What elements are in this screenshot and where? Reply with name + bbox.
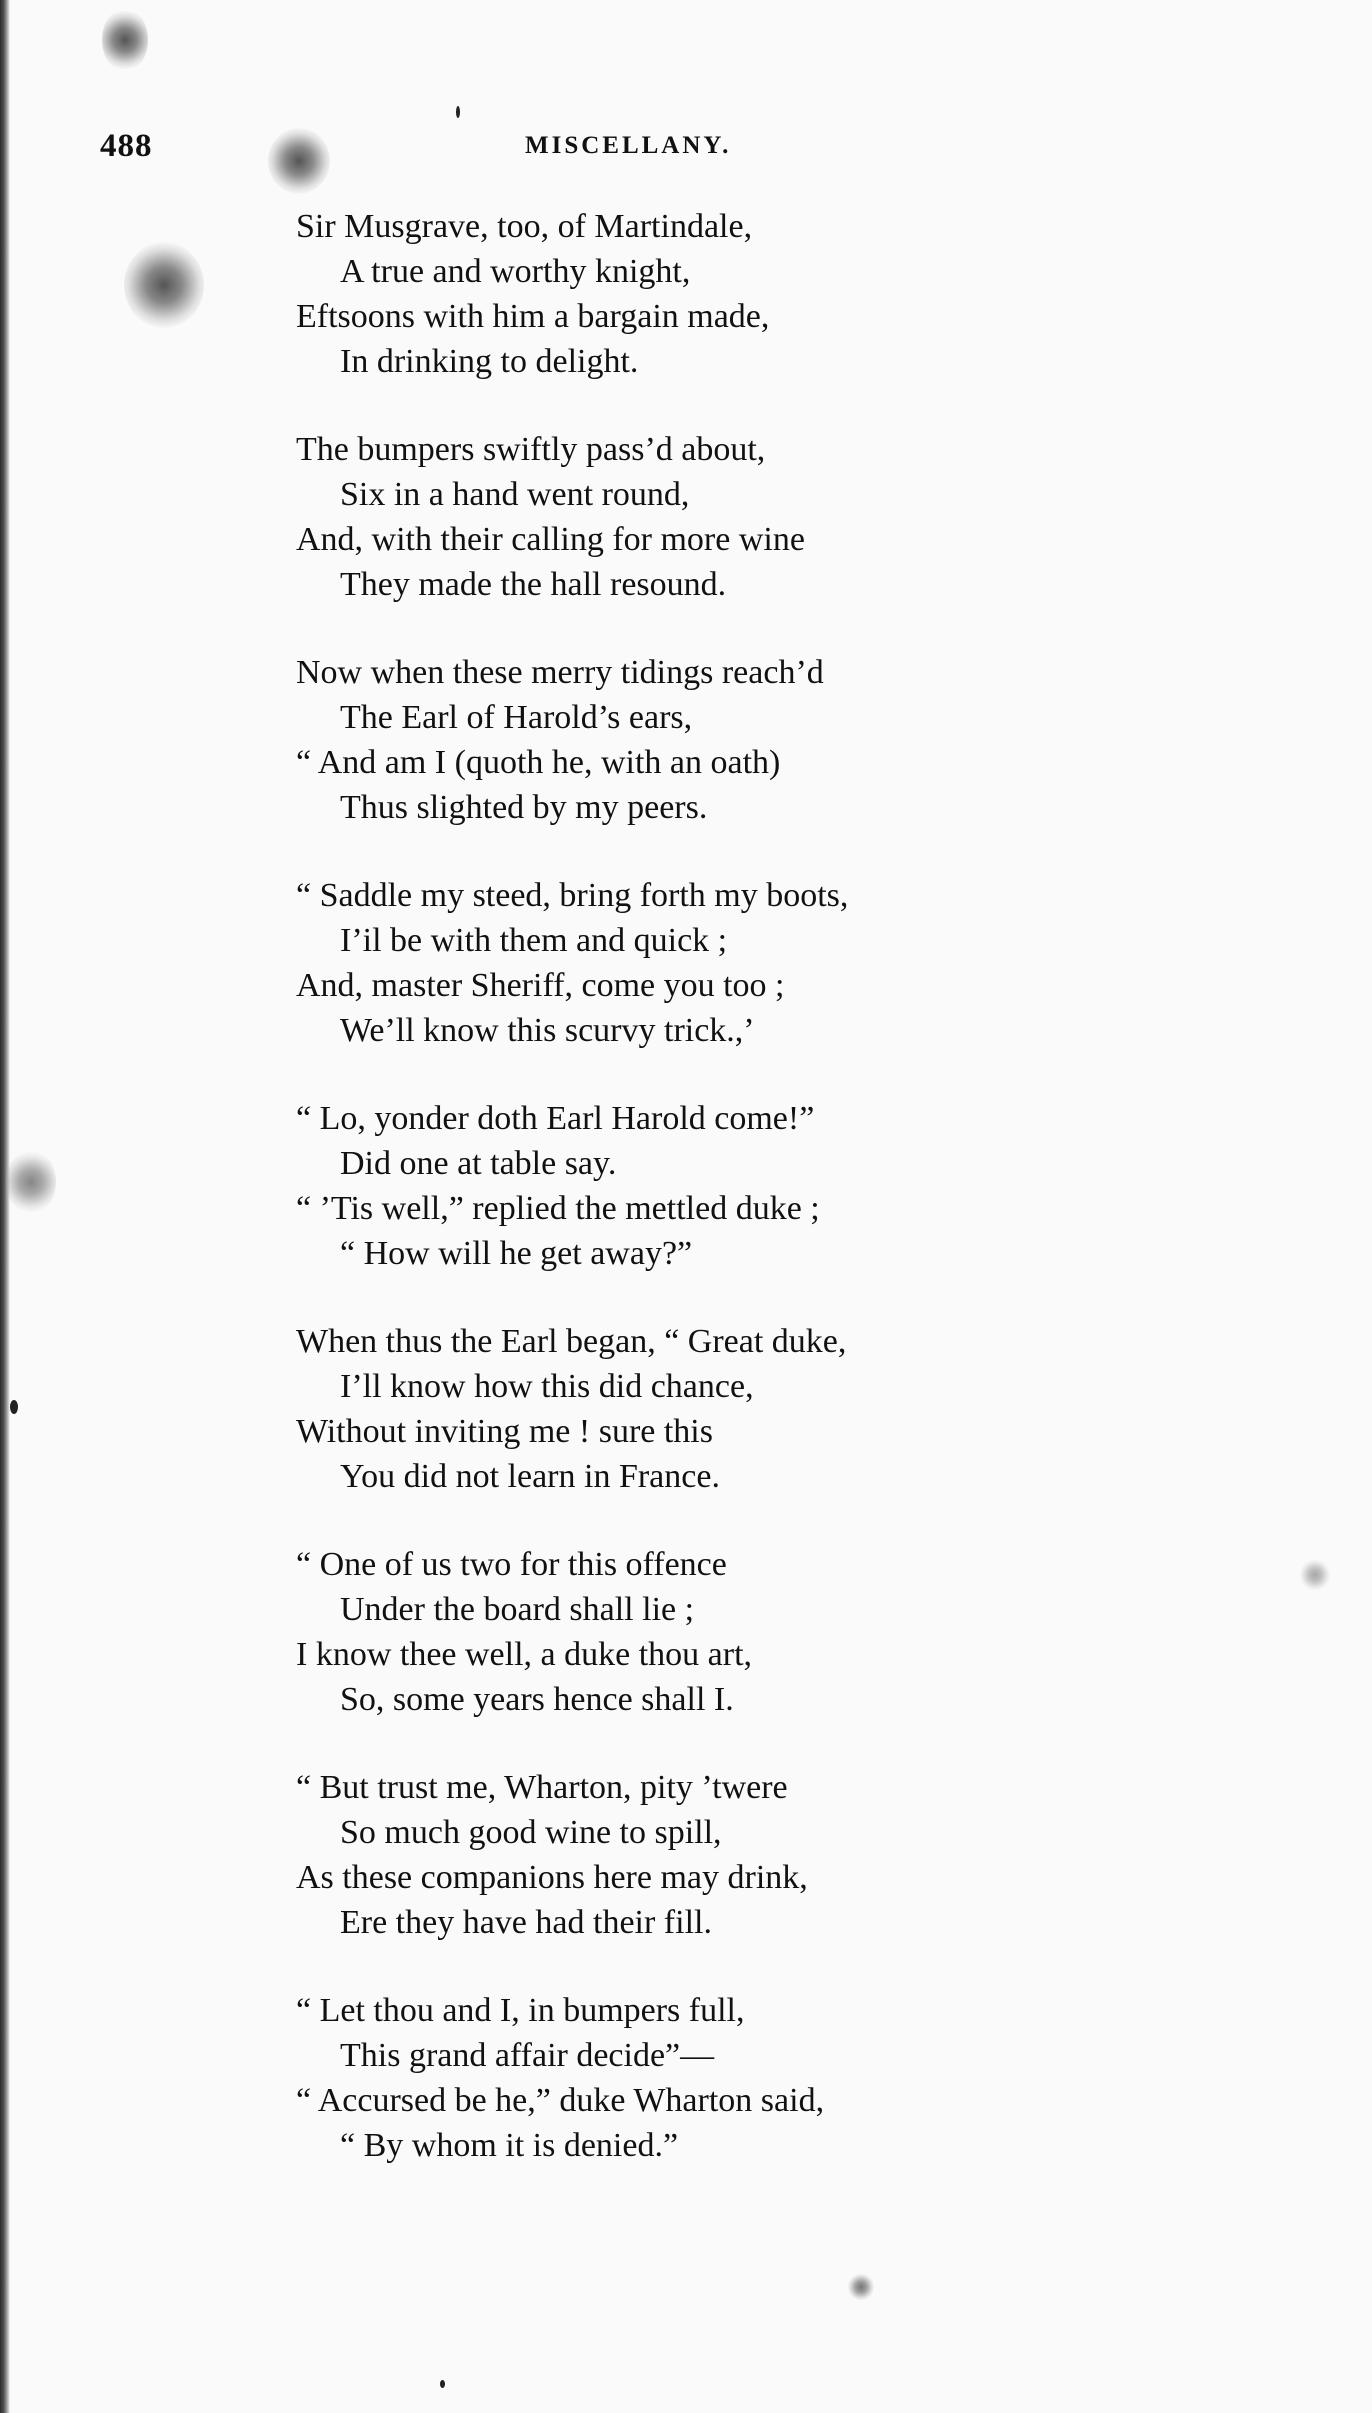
- ink-speck: [456, 106, 460, 118]
- poem-line: This grand affair decide”—: [340, 2037, 715, 2074]
- poem-line: And, master Sheriff, come you too ;: [296, 967, 785, 1004]
- poem-line: A true and worthy knight,: [340, 253, 691, 290]
- stanza: [296, 873, 1056, 1053]
- poem-line: We’ll know this scurvy trick.,’: [340, 1012, 755, 1049]
- poem-line: Now when these merry tidings reach’d: [296, 654, 824, 691]
- poem-line: When thus the Earl began, “ Great duke,: [296, 1323, 847, 1360]
- ink-blot: [102, 8, 148, 72]
- poem-line: “ And am I (quoth he, with an oath): [296, 744, 781, 781]
- poem-line: Six in a hand went round,: [340, 476, 690, 513]
- poem-line: The Earl of Harold’s ears,: [340, 699, 693, 736]
- poem-line: Ere they have had their fill.: [340, 1904, 712, 1941]
- ink-smudge: [1300, 1560, 1330, 1590]
- poem-line: “ But trust me, Wharton, pity ’twere: [296, 1769, 788, 1806]
- ink-speck: [440, 2380, 445, 2388]
- poem-line: And, with their calling for more wine: [296, 521, 805, 558]
- ink-smudge: [848, 2274, 874, 2300]
- poem-line: “ Lo, yonder doth Earl Harold come!”: [296, 1100, 815, 1137]
- running-head: MISCELLANY.: [525, 132, 732, 159]
- poem-line: I’il be with them and quick ;: [340, 922, 728, 959]
- poem-line: Under the board shall lie ;: [340, 1591, 695, 1628]
- poem-line: Did one at table say.: [340, 1145, 617, 1182]
- poem-line: I know thee well, a duke thou art,: [296, 1636, 753, 1673]
- poem-line: “ By whom it is denied.”: [340, 2127, 679, 2164]
- stanza: [296, 1988, 1056, 2168]
- poem-line: So much good wine to spill,: [340, 1814, 722, 1851]
- poem-line: You did not learn in France.: [340, 1458, 720, 1495]
- poem-line: Without inviting me ! sure this: [296, 1413, 713, 1450]
- poem-line: Sir Musgrave, too, of Martindale,: [296, 208, 753, 245]
- poem-line: Eftsoons with him a bargain made,: [296, 298, 770, 335]
- ink-smudge: [6, 1150, 56, 1214]
- poem-body: [296, 204, 1056, 2211]
- poem-line: “ How will he get away?”: [340, 1235, 693, 1272]
- ink-smudge: [124, 242, 204, 328]
- stanza: [296, 204, 1056, 384]
- stanza: [296, 1096, 1056, 1276]
- stanza: [296, 1319, 1056, 1499]
- ink-speck: [10, 1400, 18, 1414]
- stanza: [296, 1765, 1056, 1945]
- poem-line: As these companions here may drink,: [296, 1859, 808, 1896]
- page-header: [0, 128, 1372, 168]
- poem-line: In drinking to delight.: [340, 343, 639, 380]
- poem-line: So, some years hence shall I.: [340, 1681, 734, 1718]
- poem-line: “ Let thou and I, in bumpers full,: [296, 1992, 745, 2029]
- poem-line: The bumpers swiftly pass’d about,: [296, 431, 766, 468]
- poem-line: “ ’Tis well,” replied the mettled duke ;: [296, 1190, 820, 1227]
- page-number: 488: [100, 128, 153, 164]
- poem-line: I’ll know how this did chance,: [340, 1368, 754, 1405]
- poem-line: They made the hall resound.: [340, 566, 727, 603]
- poem-line: “ Accursed be he,” duke Wharton said,: [296, 2082, 825, 2119]
- stanza: [296, 1542, 1056, 1722]
- stanza: [296, 650, 1056, 830]
- poem-line: Thus slighted by my peers.: [340, 789, 708, 826]
- poem-line: “ One of us two for this offence: [296, 1546, 727, 1583]
- poem-line: “ Saddle my steed, bring forth my boots,: [296, 877, 849, 914]
- stanza: [296, 427, 1056, 607]
